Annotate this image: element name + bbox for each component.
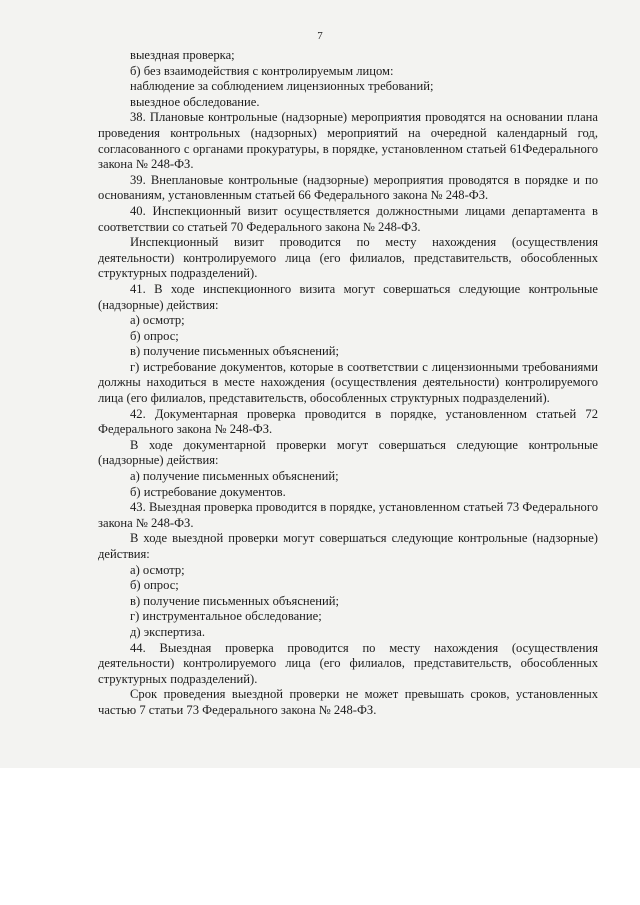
paragraph: 38. Плановые контрольные (надзорные) мероприятия проводятся на основании плана проведения контрольных (надзорных) мероприятий на очередной календарный год, согласованного с органами прокуратуры, в порядке, установленном статьей 61Федерального закона № 248-ФЗ. [98, 110, 598, 172]
paragraph: д) экспертиза. [130, 624, 205, 639]
document-body [98, 48, 598, 719]
paragraph: в) получение письменных объяснений; [130, 344, 339, 359]
paragraph: б) истребование документов. [130, 484, 286, 499]
paragraph: наблюдение за соблюдением лицензионных требований; [130, 79, 434, 94]
blank-margin [0, 768, 640, 905]
paragraph: 43. Выездная проверка проводится в порядке, установленном статьей 73 Федерального закона № 248-ФЗ. [98, 500, 598, 530]
paragraph: 44. Выездная проверка проводится по месту нахождения (осуществления деятельности) контролируемого лица (его филиалов, представительств, обособленных структурных подразделений). [98, 640, 598, 686]
paragraph: 41. В ходе инспекционного визита могут совершаться следующие контрольные (надзорные) действия: [98, 281, 598, 312]
paragraph: 39. Внеплановые контрольные (надзорные) мероприятия проводятся в порядке и по основаниям, установленным статьей 66 Федерального закона № 248-ФЗ. [98, 172, 598, 203]
paragraph: г) инструментальное обследование; [130, 609, 322, 624]
paragraph: б) опрос; [130, 328, 179, 343]
paragraph: в) получение письменных объяснений; [130, 593, 339, 608]
paragraph: выездная проверка; [130, 48, 235, 62]
paragraph: 40. Инспекционный визит осуществляется должностными лицами департамента в соответствии со статьей 70 Федерального закона № 248-ФЗ. [98, 203, 598, 234]
paragraph: а) получение письменных объяснений; [130, 469, 339, 484]
paragraph: б) без взаимодействия с контролируемым лицом: [130, 63, 394, 78]
paragraph: а) осмотр; [130, 562, 185, 577]
paragraph: Срок проведения выездной проверки не может превышать сроков, установленных частью 7 статьи 73 Федерального закона № 248-ФЗ. [98, 687, 598, 717]
paragraph: выездное обследование. [130, 94, 260, 109]
page-number: 7 [317, 30, 323, 42]
paragraph: г) истребование документов, которые в соответствии с лицензионными требованиями должны находиться в месте нахождения (осуществления деятельности) контролируемого лица (его филиалов, представительств, обособленных структурных подразделений). [98, 359, 598, 406]
paragraph: 42. Документарная проверка проводится в порядке, установленном статьей 72 Федерального закона № 248-ФЗ. [98, 406, 598, 437]
paragraph: Инспекционный визит проводится по месту нахождения (осуществления деятельности) контролируемого лица (его филиалов, представительств, обособленных структурных подразделений). [98, 235, 598, 281]
paragraph: а) осмотр; [130, 313, 185, 328]
paragraph: В ходе документарной проверки могут совершаться следующие контрольные (надзорные) действия: [98, 437, 598, 468]
paragraph: В ходе выездной проверки могут совершаться следующие контрольные (надзорные) действия: [98, 531, 598, 561]
paragraph: б) опрос; [130, 578, 179, 593]
